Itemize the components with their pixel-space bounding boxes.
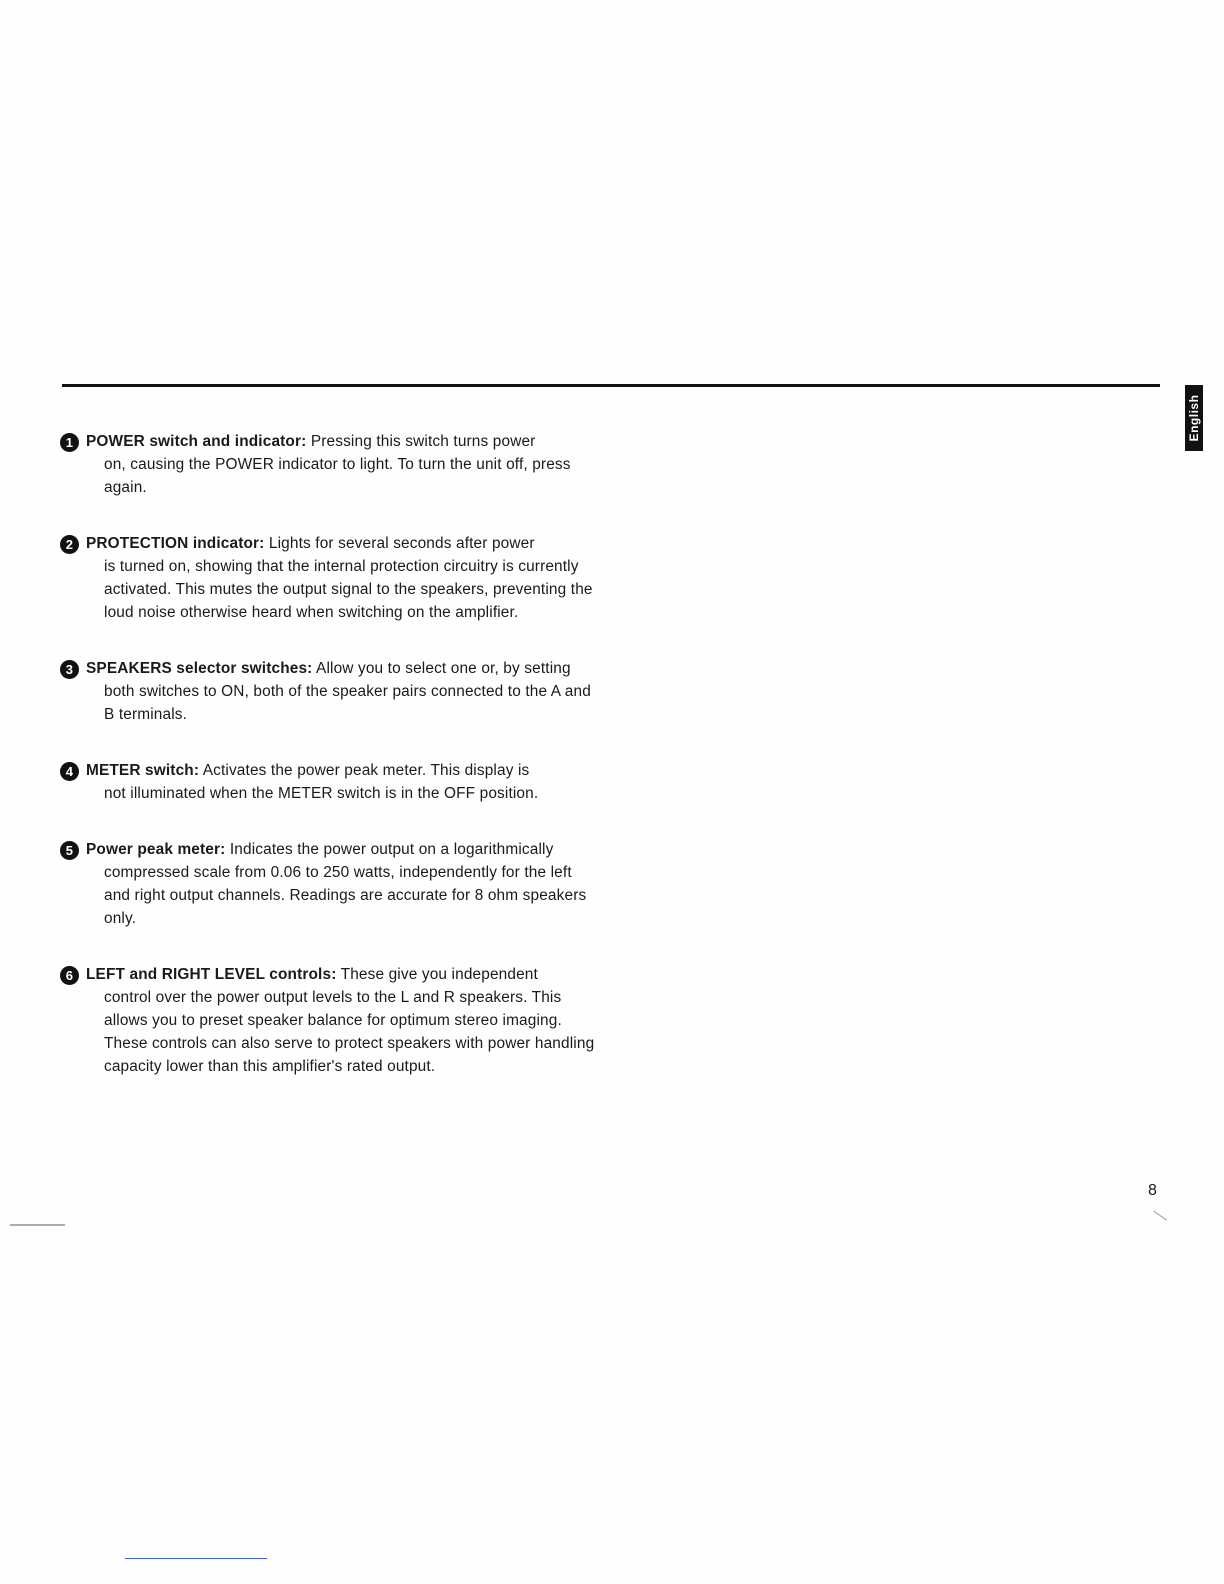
item-description: not illuminated when the METER switch is in the OFF position.: [104, 785, 539, 802]
feature-list: [60, 430, 595, 1078]
item-term: METER switch:: [86, 762, 200, 779]
list-item: [60, 963, 595, 1078]
top-rule: [62, 384, 1160, 387]
scan-artifact-tick: [1153, 1211, 1167, 1221]
item-term: SPEAKERS selector switches:: [86, 660, 313, 677]
item-description: compressed scale from 0.06 to 250 watts, independently for the left and right output channels. Readings are accurate for 8 ohm speakers only.: [104, 864, 587, 927]
item-term: PROTECTION indicator:: [86, 535, 265, 552]
list-item: [60, 838, 595, 930]
item-heading-line: [86, 532, 595, 555]
item-description: is turned on, showing that the internal protection circuitry is currently activated. This mutes the output signal to the speakers, preventing the loud noise otherwise heard when switching on the amplifier.: [104, 558, 593, 621]
item-description: on, causing the POWER indicator to light. To turn the unit off, press again.: [104, 456, 571, 496]
item-heading-line: [86, 657, 595, 680]
item-number-badge: 4: [60, 762, 79, 781]
item-heading-line: [86, 838, 595, 861]
language-tab: [1185, 385, 1203, 451]
item-number-badge: 3: [60, 660, 79, 679]
item-first-line: Allow you to select one or, by setting: [316, 660, 571, 677]
list-item: [60, 657, 595, 726]
item-number-badge: 5: [60, 841, 79, 860]
item-number-badge: 1: [60, 433, 79, 452]
item-heading-line: [86, 430, 595, 453]
item-heading-line: [86, 963, 595, 986]
item-first-line: These give you independent: [340, 966, 538, 983]
list-item: [60, 759, 595, 805]
item-description: control over the power output levels to the L and R speakers. This allows you to preset speaker balance for optimum stereo imaging. These controls can also serve to protect speakers with power handling capacity lower than this amplifier's rated output.: [104, 989, 595, 1075]
list-item: [60, 430, 595, 499]
list-item: [60, 532, 595, 624]
scan-artifact-line: [10, 1224, 65, 1226]
item-number-badge: 2: [60, 535, 79, 554]
item-term: LEFT and RIGHT LEVEL controls:: [86, 966, 337, 983]
item-first-line: Activates the power peak meter. This display is: [202, 762, 530, 779]
language-tab-label: English: [1187, 394, 1201, 442]
item-first-line: Indicates the power output on a logarithmically: [229, 841, 554, 858]
item-heading-line: [86, 759, 595, 782]
item-description: both switches to ON, both of the speaker pairs connected to the A and B terminals.: [104, 683, 591, 723]
item-term: POWER switch and indicator:: [86, 433, 307, 450]
item-first-line: Lights for several seconds after power: [268, 535, 535, 552]
item-first-line: Pressing this switch turns power: [310, 433, 536, 450]
item-term: Power peak meter:: [86, 841, 226, 858]
page-number: 8: [1148, 1182, 1157, 1199]
item-number-badge: 6: [60, 966, 79, 985]
blue-underline: [125, 1558, 267, 1559]
